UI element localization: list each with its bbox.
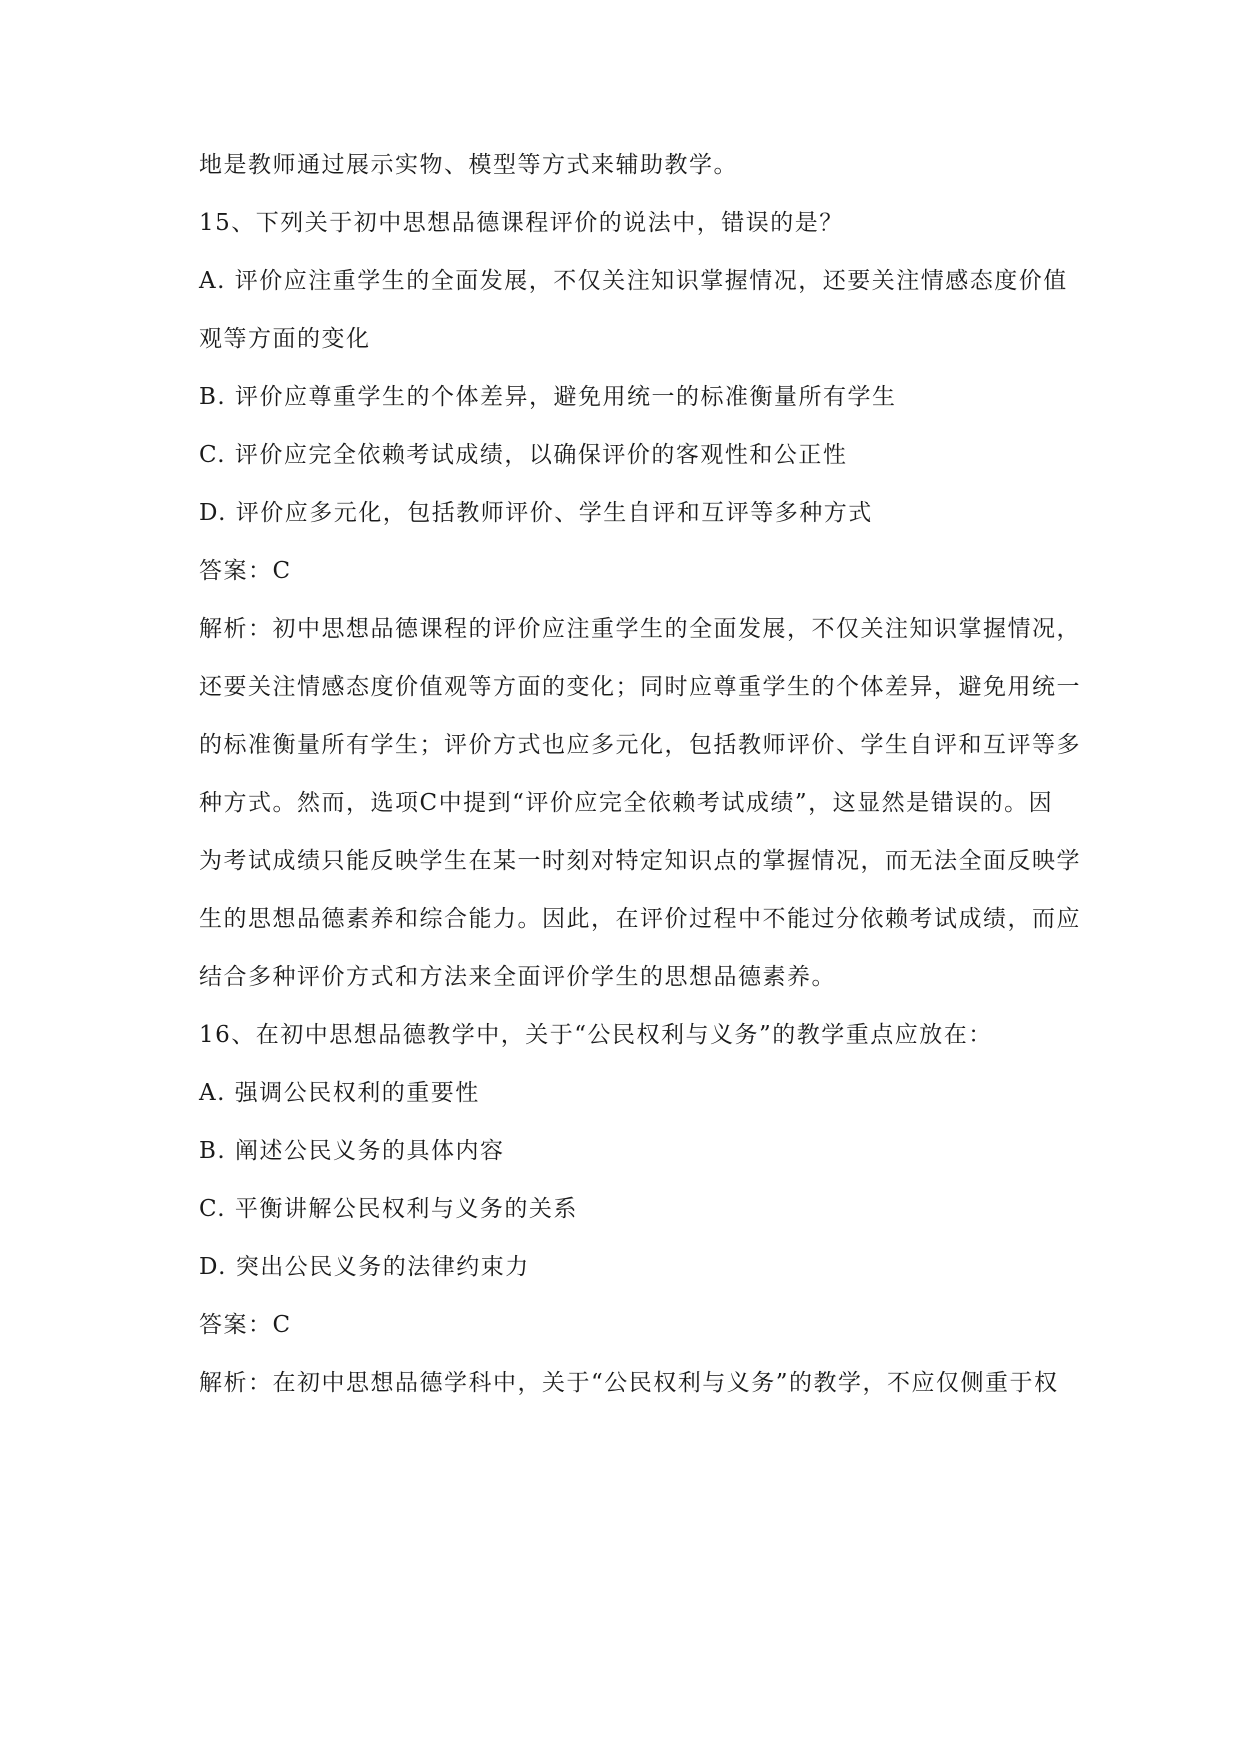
question-15-analysis-line: 解析：初中思想品德课程的评价应注重学生的全面发展，不仅关注知识掌握情况， <box>199 616 1081 642</box>
question-15-analysis-line: 为考试成绩只能反映学生在某一时刻对特定知识点的掌握情况，而无法全面反映学 <box>199 848 1081 874</box>
question-16-analysis-line: 解析：在初中思想品德学科中，关于“公民权利与义务”的教学，不应仅侧重于权 <box>199 1370 1059 1396</box>
question-15-option-d: D. 评价应多元化，包括教师评价、学生自评和互评等多种方式 <box>199 500 873 526</box>
question-15-analysis-line: 生的思想品德素养和综合能力。因此，在评价过程中不能过分依赖考试成绩，而应 <box>199 906 1081 932</box>
question-15-analysis-line: 结合多种评价方式和方法来全面评价学生的思想品德素养。 <box>199 964 836 990</box>
paragraph-continuation: 地是教师通过展示实物、模型等方式来辅助教学。 <box>199 152 738 178</box>
question-15-analysis-line: 的标准衡量所有学生；评价方式也应多元化，包括教师评价、学生自评和互评等多 <box>199 732 1081 758</box>
question-15-option-c: C. 评价应完全依赖考试成绩，以确保评价的客观性和公正性 <box>199 442 848 468</box>
question-15-analysis-line: 种方式。然而，选项C中提到“评价应完全依赖考试成绩”，这显然是错误的。因 <box>199 790 1054 816</box>
question-15-option-a: A. 评价应注重学生的全面发展，不仅关注知识掌握情况，还要关注情感态度价值 <box>199 268 1068 294</box>
question-16-option-a: A. 强调公民权利的重要性 <box>199 1080 480 1106</box>
question-16-answer: 答案：C <box>199 1312 292 1338</box>
question-15-stem: 15、下列关于初中思想品德课程评价的说法中，错误的是？ <box>199 210 844 236</box>
question-16-option-b: B. 阐述公民义务的具体内容 <box>199 1138 505 1164</box>
question-15-analysis-line: 还要关注情感态度价值观等方面的变化；同时应尊重学生的个体差异，避免用统一 <box>199 674 1081 700</box>
question-16-option-c: C. 平衡讲解公民权利与义务的关系 <box>199 1196 578 1222</box>
question-15-option-a-continued: 观等方面的变化 <box>199 326 371 352</box>
question-15-option-b: B. 评价应尊重学生的个体差异，避免用统一的标准衡量所有学生 <box>199 384 897 410</box>
question-15-answer: 答案：C <box>199 558 292 584</box>
question-16-option-d: D. 突出公民义务的法律约束力 <box>199 1254 530 1280</box>
question-16-stem: 16、在初中思想品德教学中，关于“公民权利与义务”的教学重点应放在： <box>199 1022 993 1048</box>
